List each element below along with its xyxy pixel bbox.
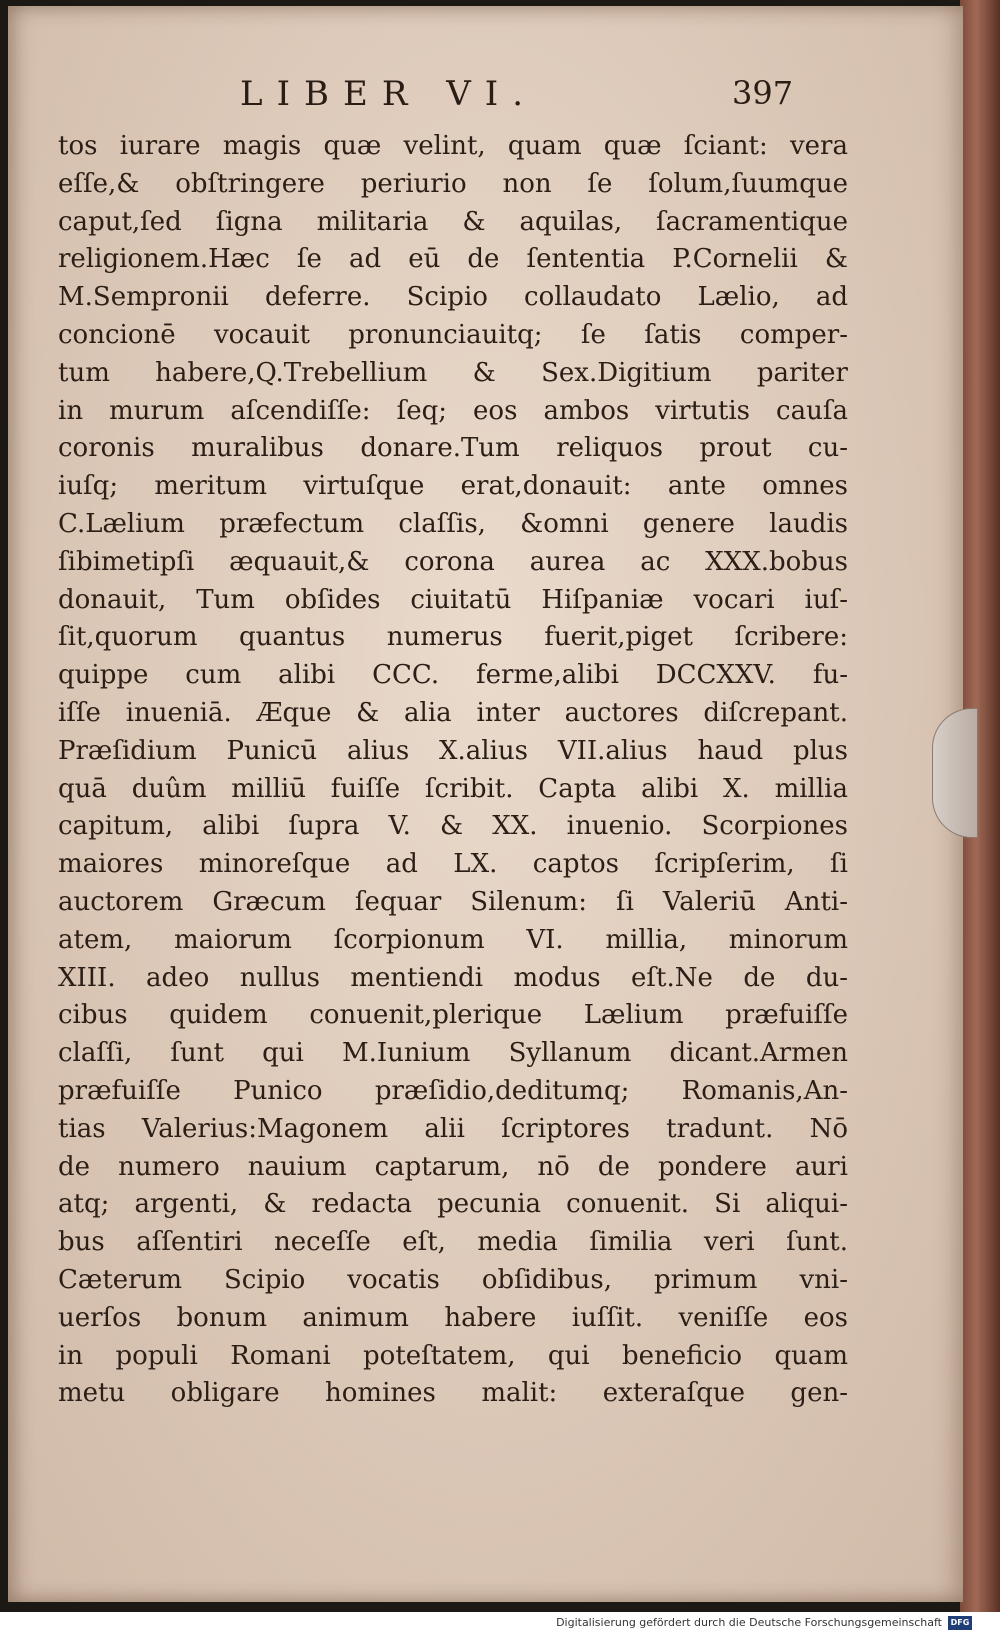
text-line: ſit,quorum quantus numerus fuerit,piget ſcribere:	[58, 622, 848, 653]
text-line: quā duûm milliū fuiſſe ſcribit. Capta alibi X. millia	[58, 773, 848, 804]
text-line: metu obligare homines malit: exteraſque gen-	[58, 1378, 848, 1409]
text-line: coronis muralibus donare.Tum reliquos prout cu-	[58, 433, 848, 464]
text-line: donauit, Tum obſides ciuitatū Hiſpaniæ vocari iuſ-	[58, 584, 848, 615]
text-line: cibus quidem conuenit,plerique Lælium præfuiſſe	[58, 1000, 848, 1031]
text-line: uerſos bonum animum habere iuſſit. veniſſe eos	[58, 1302, 848, 1333]
running-head-title: LIBER VI.	[240, 74, 538, 114]
text-line: eſſe,& obſtringere periurio non ſe ſolum,ſuumque	[58, 168, 848, 199]
text-line: in murum aſcendiſſe: ſeq; eos ambos virtutis cauſa	[58, 395, 848, 426]
text-line: C.Lælium præfectum claſſis, &omni genere laudis	[58, 508, 848, 539]
text-line: bus aſſentiri neceſſe eſt, media ſimilia veri ſunt.	[58, 1227, 848, 1258]
footer-credit: Digitalisierung gefördert durch die Deutsche Forschungsgemeinschaft	[556, 1616, 942, 1629]
text-line: maiores minoreſque ad LX. captos ſcripſerim, ſi	[58, 849, 848, 880]
footer-bar	[0, 1612, 1000, 1637]
text-block	[58, 128, 848, 1413]
text-line: religionem.Hæc ſe ad eū de ſententia P.Cornelii &	[58, 244, 848, 275]
page-number: 397	[732, 74, 794, 112]
text-line: Præſidium Punicū alius X.alius VII.alius haud plus	[58, 735, 848, 766]
text-line: atem, maiorum ſcorpionum VI. millia, minorum	[58, 924, 848, 955]
text-line: iuſq; meritum virtuſque erat,donauit: ante omnes	[58, 471, 848, 502]
running-head	[8, 74, 963, 118]
text-line: de numero nauium captarum, nō de pondere auri	[58, 1151, 848, 1182]
text-line: ſibimetipſi æquauit,& corona aurea ac XXX.bobus	[58, 546, 848, 577]
text-line: auctorem Græcum ſequar Silenum: ſi Valeriū Anti-	[58, 886, 848, 917]
text-line: tum habere,Q.Trebellium & Sex.Digitium pariter	[58, 357, 848, 388]
text-line: caput,ſed ſigna militaria & aquilas, ſacramentique	[58, 206, 848, 237]
text-line: atq; argenti, & redacta pecunia conuenit. Si aliqui-	[58, 1189, 848, 1220]
dfg-logo-icon: DFG	[948, 1616, 972, 1630]
text-line: tias Valerius:Magonem alii ſcriptores tradunt. Nō	[58, 1113, 848, 1144]
thumb-tab	[932, 708, 978, 838]
text-line: Cæterum Scipio vocatis obſidibus, primum vni-	[58, 1264, 848, 1295]
text-line: iſſe inueniā. Æque & alia inter auctores diſcrepant.	[58, 697, 848, 728]
book-page	[8, 6, 963, 1602]
text-line: M.Sempronii deferre. Scipio collaudato Lælio, ad	[58, 282, 848, 313]
text-line: XIII. adeo nullus mentiendi modus eſt.Ne de du-	[58, 962, 848, 993]
text-line: præfuiſſe Punico præſidio,deditumq; Romanis,An-	[58, 1075, 848, 1106]
text-line: tos iurare magis quæ velint, quam quæ ſciant: vera	[58, 131, 848, 161]
text-line: quippe cum alibi CCC. ferme,alibi DCCXXV. fu-	[58, 660, 848, 691]
text-line: in populi Romani poteſtatem, qui beneficio quam	[58, 1340, 848, 1371]
text-line: concionē vocauit pronunciauitq; ſe ſatis comper-	[58, 319, 848, 350]
text-line: claſſi, ſunt qui M.Iunium Syllanum dicant.Armen	[58, 1038, 848, 1069]
text-line: capitum, alibi ſupra V. & XX. inuenio. Scorpiones	[58, 811, 848, 842]
